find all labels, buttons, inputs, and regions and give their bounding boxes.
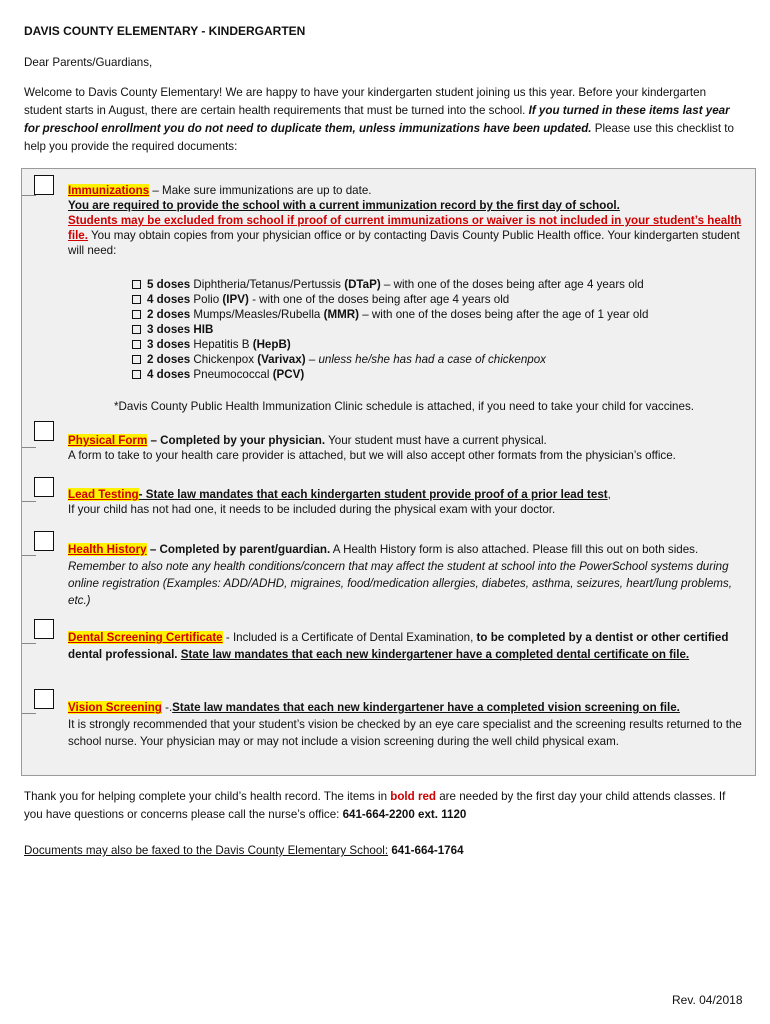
history-note: A Health History form is also attached. Please fill this out on both sides. <box>330 543 699 556</box>
bold-red-text: bold red <box>390 790 436 803</box>
fax-line <box>24 843 464 858</box>
salutation: Dear Parents/Guardians, <box>24 56 153 69</box>
immunizations-checkbox[interactable] <box>34 175 54 195</box>
dose-count: 2 doses <box>147 308 191 321</box>
dental-law: State law mandates that each new kindergartener have a completed dental certificate on file. <box>180 648 690 661</box>
thanks-pre: Thank you for helping complete your child’s health record. The items in <box>24 790 391 803</box>
history-bold: – Completed by parent/guardian. <box>146 543 331 556</box>
dose-checkbox[interactable] <box>132 355 141 364</box>
lead-checkbox[interactable] <box>34 477 54 497</box>
intro-paragraph <box>24 84 740 156</box>
dose-bold: (PCV) <box>272 368 305 381</box>
dose-bold: (DTaP) <box>344 278 381 291</box>
dose-checkbox[interactable] <box>132 280 141 289</box>
dose-item <box>132 352 732 367</box>
dose-post: - with one of the doses being after age 4 years old <box>248 293 510 306</box>
dose-item <box>132 337 732 352</box>
dental-note: - Included is a Certificate of Dental Examination, <box>222 631 477 644</box>
dose-pre: Chickenpox <box>190 353 258 366</box>
physical-label: Physical Form <box>68 434 148 447</box>
dose-bold: (HepB) <box>252 338 291 351</box>
dental-bold: to be completed by a dentist or other certified dental professional. <box>68 631 729 661</box>
revision-date: Rev. 04/2018 <box>672 993 743 1007</box>
vision-sep: -. <box>161 701 173 714</box>
dose-post: – with one of the doses being after the age of 1 year old <box>359 308 649 321</box>
vision-checkbox[interactable] <box>34 689 54 709</box>
clinic-note: *Davis County Public Health Immunization Clinic schedule is attached, if you need to take your child for vaccines. <box>114 400 694 413</box>
vision-label: Vision Screening <box>68 701 162 714</box>
lead-bold: - State law mandates that each kindergarten student provide proof of a prior lead test <box>138 488 608 501</box>
dental-text <box>68 629 748 663</box>
immunizations-required: You are required to provide the school with a current immunization record by the first day of school. <box>68 199 620 212</box>
fax-number: 641-664-1764 <box>388 844 464 857</box>
checklist-box <box>21 168 756 776</box>
checkbox-underline <box>22 501 36 502</box>
history-italic: Remember to also note any health conditions/concern that may affect the student at school into the PowerSchool systems during online registration (Examples: ADD/ADHD, migraines, food/medication allergies, diabetes, asthma, seizures, heart/lung problems, etc.) <box>68 560 732 607</box>
history-checkbox[interactable] <box>34 531 54 551</box>
vision-note: It is strongly recommended that your student’s vision be checked by an eye care specialist and the screening results returned to the school nurse. Your physician may or may not include a vision screening during the well child physical exam. <box>68 718 742 748</box>
intro-text: Welcome to Davis County Elementary! We are happy to have your kindergarten student joining us this year. Before your kindergarten student starts in August, there are certain health requirements that must be turned into the school. <box>24 86 707 117</box>
dose-list <box>132 277 732 382</box>
dose-count: 4 doses <box>147 368 191 381</box>
dental-label: Dental Screening Certificate <box>68 631 223 644</box>
lead-line2: If your child has not had one, it needs to be included during the physical exam with your doctor. <box>68 503 556 516</box>
dose-count: 5 doses <box>147 278 191 291</box>
thanks-post: are needed by the first day your child attends classes. If you have questions or concerns please call the nurse’s office: <box>24 790 726 821</box>
dose-checkbox[interactable] <box>132 295 141 304</box>
lead-comma: , <box>607 488 611 501</box>
physical-line2: A form to take to your health care provider is attached, but we will also accept other formats from the physician’s office. <box>68 449 676 462</box>
checkbox-underline <box>22 195 36 196</box>
dose-bold: (IPV) <box>222 293 249 306</box>
dose-checkbox[interactable] <box>132 310 141 319</box>
vision-text <box>68 699 748 750</box>
dose-item <box>132 277 732 292</box>
dose-count: 3 doses HIB <box>147 323 214 336</box>
history-label: Health History <box>68 543 147 556</box>
dose-checkbox[interactable] <box>132 370 141 379</box>
dose-pre: Polio <box>190 293 223 306</box>
lead-text <box>68 487 748 517</box>
checkbox-underline <box>22 447 36 448</box>
nurse-phone: 641-664-2200 ext. 1120 <box>342 808 467 821</box>
dose-checkbox[interactable] <box>132 340 141 349</box>
dose-checkbox[interactable] <box>132 325 141 334</box>
intro-closing: Please use this checklist to help you provide the required documents: <box>24 122 734 153</box>
immunizations-label: Immunizations <box>68 184 150 197</box>
intro-emphasis: If you turned in these items last year for preschool enrollment you do not need to duplicate them, unless immunizations have been updated. <box>24 104 730 135</box>
immunizations-excluded: Students may be excluded from school if proof of current immunizations or waiver is not included in your student’s health file. <box>68 214 742 242</box>
dose-pre: Pneumococcal <box>190 368 273 381</box>
thanks-paragraph <box>24 788 744 824</box>
checkbox-underline <box>22 713 36 714</box>
physical-note: Your student must have a current physical. <box>325 434 547 447</box>
immunizations-copies: You may obtain copies from your physician office or by contacting Davis County Public Health office. Your kindergarten student will need: <box>68 229 740 257</box>
dose-item <box>132 292 732 307</box>
fax-text: Documents may also be faxed to the Davis County Elementary School: <box>24 844 389 857</box>
immunizations-lead: – Make sure immunizations are up to date. <box>149 184 372 197</box>
dose-pre: Mumps/Measles/Rubella <box>190 308 324 321</box>
dose-item <box>132 367 732 382</box>
physical-checkbox[interactable] <box>34 421 54 441</box>
physical-text <box>68 433 748 463</box>
dose-count: 2 doses <box>147 353 191 366</box>
physical-bold: – Completed by your physician. <box>147 434 326 447</box>
dose-pre: Hepatitis B <box>190 338 253 351</box>
dose-post: – <box>305 353 319 366</box>
dose-italic: unless he/she has had a case of chickenpox <box>318 353 546 366</box>
dental-checkbox[interactable] <box>34 619 54 639</box>
dose-count: 4 doses <box>147 293 191 306</box>
checkbox-underline <box>22 555 36 556</box>
vision-law: State law mandates that each new kindergartener have a completed vision screening on file. <box>172 701 680 714</box>
dose-post: – with one of the doses being after age 4 years old <box>380 278 644 291</box>
dose-pre: Diphtheria/Tetanus/Pertussis <box>190 278 345 291</box>
dose-item <box>132 307 732 322</box>
dose-item <box>132 322 732 337</box>
immunizations-text <box>68 183 748 258</box>
page-title: DAVIS COUNTY ELEMENTARY - KINDERGARTEN <box>24 24 306 38</box>
checkbox-underline <box>22 643 36 644</box>
dose-bold: (MMR) <box>323 308 359 321</box>
dose-count: 3 doses <box>147 338 191 351</box>
lead-label: Lead Testing <box>68 488 139 501</box>
dose-bold: (Varivax) <box>257 353 306 366</box>
history-text <box>68 541 748 609</box>
